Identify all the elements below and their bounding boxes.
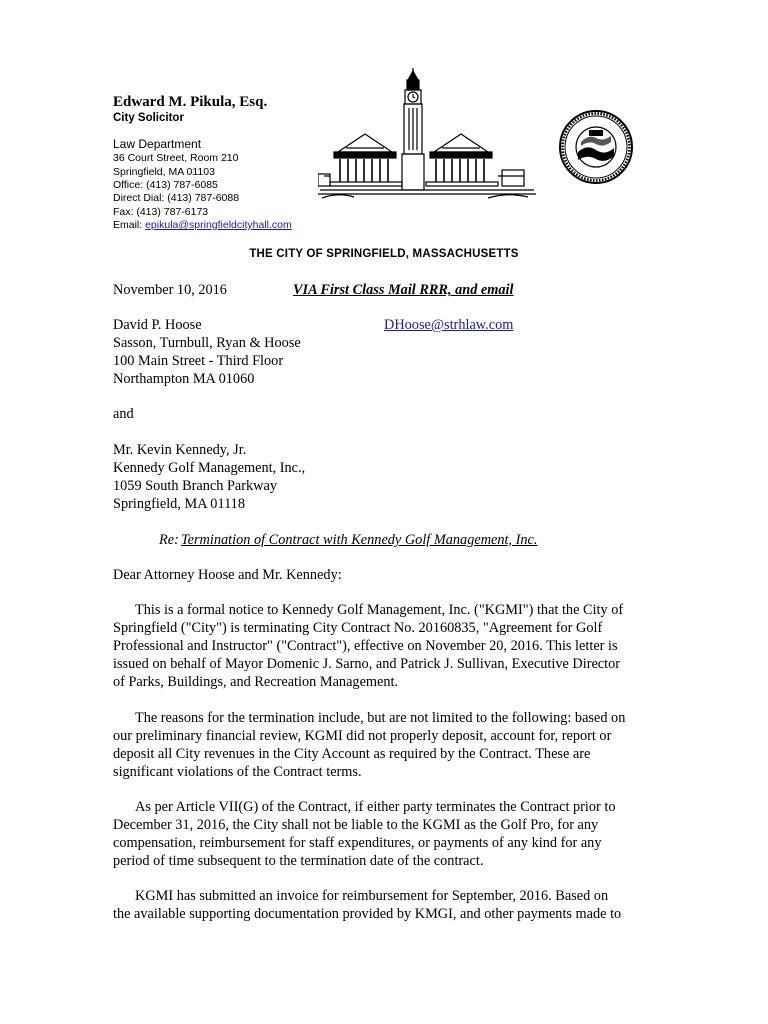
address-line: Kennedy Golf Management, Inc., [113,460,306,476]
attorney-name: Edward M. Pikula, Esq. [113,94,268,110]
address-line: Springfield, MA 01103 [113,166,215,178]
city-heading: THE CITY OF SPRINGFIELD, MASSACHUSETTS [249,248,519,260]
department-name: Law Department [113,137,202,151]
address-line: Springfield, MA 01118 [113,496,245,512]
letter-date: November 10, 2016 [113,282,227,298]
email-line [113,219,292,232]
paragraph-line: KGMI has submitted an invoice for reimbursement for September, 2016. Based on [135,888,609,904]
address-line: 1059 South Branch Parkway [113,478,277,494]
paragraph-invoice [113,887,673,923]
address-line: 36 Court Street, Room 210 [113,152,239,164]
paragraph-line: the available supporting documentation provided by KMGI, and other payments made to [113,906,622,922]
office-phone: Office: (413) 787-6085 [113,179,218,191]
paragraph-line: December 31, 2016, the City shall not be liable to the KGMI as the Golf Pro, for any [113,817,599,833]
paragraph-line: period of time subsequent to the termination date of the contract. [113,853,484,869]
paragraph-line: significant violations of the Contract terms. [113,764,362,780]
recipient-address-kennedy [113,441,305,513]
address-line: Northampton MA 01060 [113,371,255,387]
paragraph-line: issued on behalf of Mayor Domenic J. Sarno, and Patrick J. Sullivan, Executive Director [113,656,621,672]
paragraph-line: deposit all City revenues in the City Account as required by the Contract. These are [113,746,591,762]
paragraph-line: of Parks, Buildings, and Recreation Management. [113,674,399,690]
paragraph-article [113,798,673,870]
paragraph-line: Springfield ("City") is terminating City Contract No. 20160835, "Agreement for Golf [113,620,603,636]
city-hall-building-logo [318,66,536,200]
re-label: Re: [159,532,179,548]
paragraph-line: This is a formal notice to Kennedy Golf Management, Inc. ("KGMI") that the City of [135,602,624,618]
paragraph-reasons [113,709,673,781]
paragraph-line: As per Article VII(G) of the Contract, if either party terminates the Contract prior to [135,799,616,815]
paragraph-line: compensation, reimbursement for staff expenditures, or payments of any kind for any [113,835,602,851]
salutation: Dear Attorney Hoose and Mr. Kennedy: [113,567,342,583]
recipient-email-link[interactable]: DHoose@strhlaw.com [384,317,514,333]
city-seal [559,110,633,184]
solicitor-email-link[interactable]: epikula@springfieldcityhall.com [145,219,292,231]
attorney-title: City Solicitor [113,112,184,124]
recipient-address-hoose [113,316,301,388]
address-line: David P. Hoose [113,317,202,333]
address-line: 100 Main Street - Third Floor [113,353,284,369]
conjunction: and [113,406,134,422]
paragraph-line: The reasons for the termination include, but are not limited to the following: based on [135,710,626,726]
address-line: Sasson, Turnbull, Ryan & Hoose [113,335,301,351]
fax-number: Fax: (413) 787-6173 [113,206,209,218]
paragraph-line: our preliminary financial review, KGMI did not properly deposit, account for, report or [113,728,612,744]
paragraph-line: Professional and Instructor" ("Contract"), effective on November 20, 2016. This letter is [113,638,618,654]
address-line: Mr. Kevin Kennedy, Jr. [113,442,247,458]
email-label: Email: [113,219,146,231]
direct-dial: Direct Dial: (413) 787-6088 [113,192,240,204]
re-subject: Termination of Contract with Kennedy Golf Management, Inc. [181,532,538,548]
delivery-method: VIA First Class Mail RRR, and email [293,282,514,298]
paragraph-notice [113,601,673,691]
